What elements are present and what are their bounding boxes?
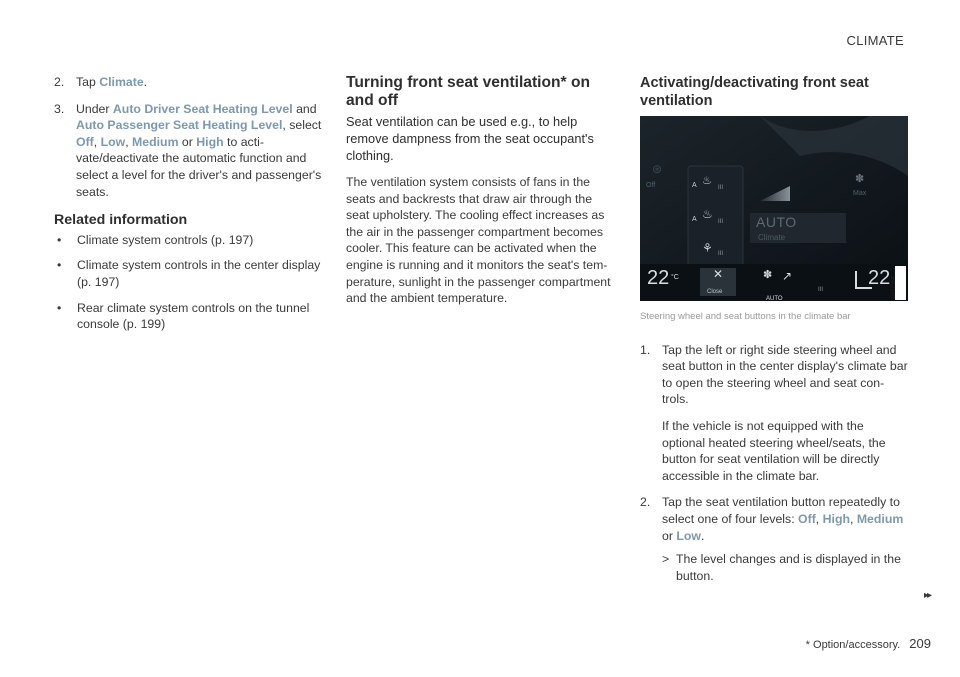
temp-unit: °C — [671, 274, 679, 281]
low-term: Low — [676, 528, 701, 543]
related-link[interactable]: Climate system controls in the center display (p. 197) — [77, 258, 321, 289]
body-paragraph: The ventilation system consists of fans in the seats and backrests that draw air through the seat upholstery. The cooling effect increases as the air in the passenger compartment becomes cooler. This feature can be activated when the engine is running and it monitors the seat's tem-perature, sunlight in the passenger compartment and the ambient temperature. — [346, 175, 611, 306]
related-link[interactable]: Rear climate system controls on the tunnel console (p. 199) — [77, 300, 310, 332]
step-text: , — [93, 134, 101, 149]
step-1 — [640, 342, 908, 485]
level-indicator: III — [718, 185, 724, 191]
auto-a-label: A — [692, 182, 697, 189]
steps-list-1 — [54, 74, 322, 200]
airflow-icon[interactable]: ↗ — [782, 269, 793, 283]
passenger-heating-term: Auto Passenger Seat Heating Level — [76, 118, 283, 133]
step-text: , — [815, 511, 823, 526]
climate-display-figure — [640, 116, 908, 301]
step-number: 2. — [54, 75, 65, 89]
low-term: Low — [100, 134, 126, 149]
related-info-heading: Related information — [54, 212, 188, 229]
high-term: High — [196, 134, 224, 149]
result-text: The level changes and is displayed in the button. — [676, 552, 901, 583]
fan-off-icon: ⊛ — [652, 162, 663, 176]
step-text: to acti-vate/deactivate the automatic function and select a level for the driver's and passenger's seats. — [76, 134, 322, 199]
steering-heat-icon[interactable]: ♨ — [702, 175, 712, 187]
lead-paragraph: Seat ventilation can be used e.g., to help remove dampness from the seat occupant's clothing. — [346, 114, 594, 163]
seat-vent-icon[interactable]: ⚘ — [702, 241, 713, 255]
column-2 — [346, 74, 614, 317]
step-2 — [640, 494, 908, 584]
footnote: * Option/accessory. — [805, 639, 901, 651]
steps-list-3 — [640, 342, 908, 585]
related-link[interactable]: Climate system controls (p. 197) — [77, 232, 254, 247]
page-footer — [806, 636, 931, 651]
auto-small-label[interactable]: AUTO — [766, 296, 783, 301]
step-text: . — [143, 75, 148, 89]
level-indicator: III — [818, 287, 824, 293]
continue-icon: ▸▸ — [923, 590, 930, 601]
result-arrow: > — [662, 552, 670, 567]
step-text: Tap — [76, 75, 100, 89]
step-text: . — [700, 528, 705, 543]
section-header: CLIMATE — [846, 33, 904, 48]
step-text: Tap the seat ventilation button repeatedly to select one of four levels: — [662, 495, 900, 526]
step-text: Tap the left or right side steering wheel and seat button in the center display's climate bar to open the steering wheel and seat con-trols. — [662, 342, 908, 407]
related-item[interactable] — [54, 257, 322, 290]
high-term: High — [822, 511, 850, 526]
step-text: or — [178, 134, 197, 149]
close-label[interactable]: Close — [707, 289, 723, 295]
climate-term: Climate — [99, 75, 144, 89]
seat-heat-icon[interactable]: ♨ — [702, 207, 713, 221]
step-note: If the vehicle is not equipped with the optional heated steering wheel/seats, the button for seat ventilation will be directly accessible in the climate bar. — [662, 418, 886, 483]
related-item[interactable] — [54, 300, 322, 333]
temp-left[interactable]: 22 — [647, 267, 670, 289]
temp-right[interactable]: 22 — [868, 267, 891, 289]
step-number: 1. — [640, 342, 651, 357]
page-number: 209 — [909, 636, 931, 651]
figure-caption: Steering wheel and seat buttons in the climate bar — [640, 311, 851, 322]
related-item[interactable] — [54, 232, 322, 249]
step-text: , select — [282, 118, 322, 133]
level-indicator: III — [718, 251, 724, 257]
step-2 — [54, 74, 322, 91]
step-number: 2. — [640, 495, 651, 510]
medium-term: Medium — [856, 511, 904, 526]
related-info-list — [54, 232, 322, 333]
fan-max-icon: ✽ — [855, 173, 865, 185]
driver-heating-term: Auto Driver Seat Heating Level — [112, 101, 293, 116]
fan-icon[interactable]: ✽ — [763, 269, 773, 281]
bullet: • — [57, 300, 62, 315]
bullet: • — [57, 258, 62, 273]
step-3 — [54, 101, 322, 201]
step-text: , — [125, 134, 133, 149]
medium-term: Medium — [132, 134, 179, 149]
auto-label: AUTO — [756, 214, 797, 230]
step-text: or — [662, 528, 677, 543]
close-icon[interactable]: ✕ — [713, 267, 724, 281]
step-number: 3. — [54, 101, 65, 116]
step-result — [662, 551, 908, 584]
climate-label: Climate — [758, 233, 786, 242]
section-title: Turning front seat ventilation* on and off — [346, 74, 591, 109]
step-text: Under — [76, 101, 113, 116]
off-term: Off — [76, 134, 94, 149]
off-label: Off — [646, 182, 656, 189]
figure-ref-code: G052164 — [891, 276, 897, 299]
bullet: • — [57, 232, 62, 247]
column-3 — [640, 74, 908, 594]
max-label: Max — [853, 190, 867, 197]
step-text: and — [292, 101, 317, 116]
off-term: Off — [798, 511, 816, 526]
section-title: Activating/deactivating front seat ventilation — [640, 75, 869, 109]
level-indicator: III — [718, 219, 724, 225]
step-text: , — [849, 511, 857, 526]
column-1 — [54, 74, 322, 342]
auto-a-label: A — [692, 216, 697, 223]
